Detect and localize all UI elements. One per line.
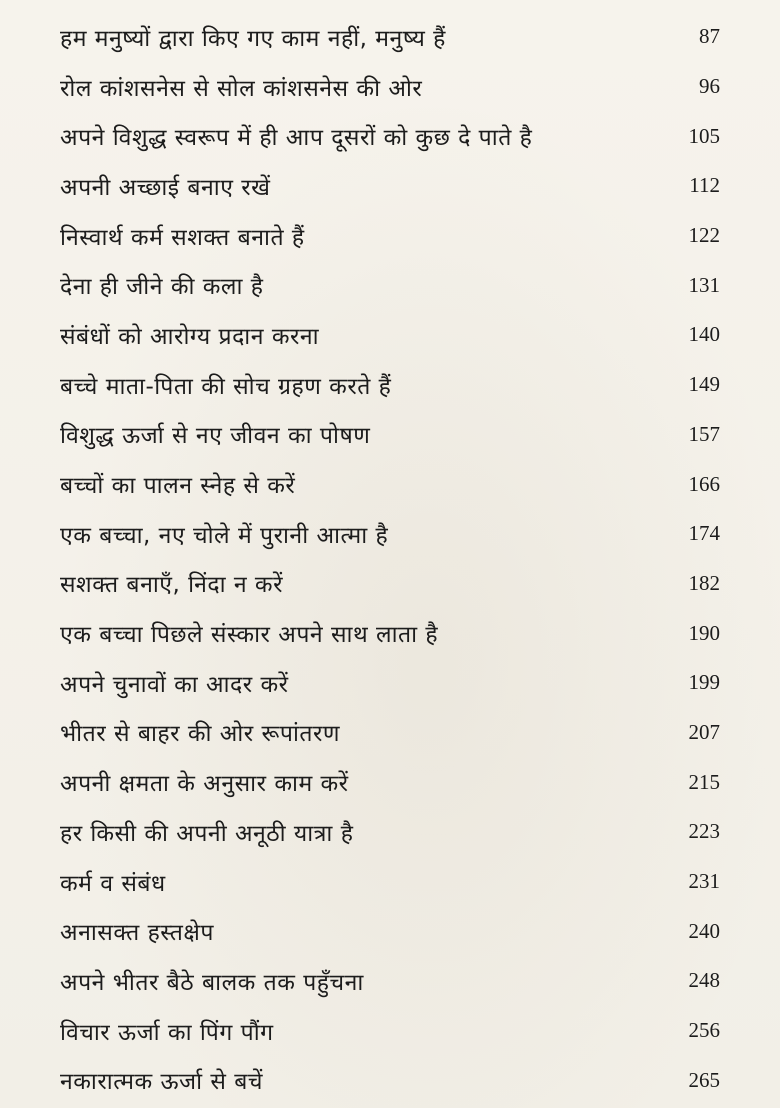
toc-entry-page: 174 xyxy=(688,521,720,546)
toc-entry-title: अपने चुनावों का आदर करें xyxy=(60,671,289,698)
toc-entry xyxy=(60,62,720,112)
toc-entry-title: हम मनुष्यों द्वारा किए गए काम नहीं, मनुष्य हैं xyxy=(60,25,446,52)
toc-entry-page: 248 xyxy=(688,968,720,993)
toc-entry xyxy=(60,161,720,211)
toc-entry-page: 207 xyxy=(688,719,720,744)
toc-entry-page: 140 xyxy=(688,322,720,347)
toc-entry-title: सशक्त बनाएँ, निंदा न करें xyxy=(60,572,283,599)
toc-entry xyxy=(60,956,720,1006)
toc-entry xyxy=(60,211,720,261)
toc-entry-page: 149 xyxy=(688,372,720,397)
toc-entry-title: भीतर से बाहर की ओर रूपांतरण xyxy=(60,721,341,748)
toc-entry-page: 182 xyxy=(688,570,720,595)
toc-entry xyxy=(60,410,720,460)
table-of-contents xyxy=(60,12,720,1105)
toc-entry-page: 166 xyxy=(688,471,720,496)
toc-entry xyxy=(60,12,720,62)
toc-entry xyxy=(60,509,720,559)
toc-entry-title: अपने भीतर बैठे बालक तक पहुँचना xyxy=(60,969,364,996)
toc-entry-page: 131 xyxy=(688,272,720,297)
toc-entry-title: एक बच्चा पिछले संस्कार अपने साथ लाता है xyxy=(60,622,439,649)
toc-entry xyxy=(60,857,720,907)
toc-entry xyxy=(60,658,720,708)
toc-entry xyxy=(60,260,720,310)
toc-entry-page: 190 xyxy=(688,620,720,645)
toc-entry xyxy=(60,757,720,807)
toc-entry-title: अपनी अच्छाई बनाए रखें xyxy=(60,174,271,201)
toc-entry xyxy=(60,807,720,857)
toc-entry-title: विशुद्ध ऊर्जा से नए जीवन का पोषण xyxy=(60,423,371,450)
toc-entry-page: 223 xyxy=(688,819,720,844)
toc-entry-title: अनासक्त हस्तक्षेप xyxy=(60,920,214,947)
toc-entry-page: 96 xyxy=(699,74,720,99)
toc-entry-page: 87 xyxy=(699,24,720,49)
toc-entry-title: एक बच्चा, नए चोले में पुरानी आत्मा है xyxy=(60,522,389,549)
toc-entry-title: रोल कांशसनेस से सोल कांशसनेस की ओर xyxy=(60,75,423,102)
toc-entry-title: नकारात्मक ऊर्जा से बचें xyxy=(60,1069,263,1096)
toc-entry-page: 122 xyxy=(688,223,720,248)
toc-entry-title: विचार ऊर्जा का पिंग पौंग xyxy=(60,1019,274,1046)
toc-entry-title: संबंधों को आरोग्य प्रदान करना xyxy=(60,323,320,350)
toc-entry-title: बच्चों का पालन स्नेह से करें xyxy=(60,473,296,500)
toc-entry xyxy=(60,310,720,360)
toc-entry-title: अपनी क्षमता के अनुसार काम करें xyxy=(60,771,349,798)
toc-entry xyxy=(60,608,720,658)
toc-entry-title: निस्वार्थ कर्म सशक्त बनाते हैं xyxy=(60,224,305,251)
toc-entry xyxy=(60,708,720,758)
toc-entry-page: 215 xyxy=(688,769,720,794)
toc-entry xyxy=(60,459,720,509)
toc-entry-page: 105 xyxy=(688,123,720,148)
toc-entry-page: 256 xyxy=(688,1018,720,1043)
toc-entry xyxy=(60,1055,720,1105)
toc-entry-page: 265 xyxy=(688,1067,720,1092)
toc-entry-title: हर किसी की अपनी अनूठी यात्रा है xyxy=(60,820,354,847)
toc-entry-title: अपने विशुद्ध स्वरूप में ही आप दूसरों को कुछ दे पाते है xyxy=(60,125,533,152)
toc-entry-page: 231 xyxy=(688,869,720,894)
toc-entry xyxy=(60,111,720,161)
toc-entry-title: देना ही जीने की कला है xyxy=(60,274,264,301)
toc-entry-title: बच्चे माता-पिता की सोच ग्रहण करते हैं xyxy=(60,373,392,400)
toc-entry xyxy=(60,906,720,956)
toc-entry xyxy=(60,1006,720,1056)
toc-entry-page: 240 xyxy=(688,918,720,943)
toc-entry-page: 199 xyxy=(688,670,720,695)
toc-entry-page: 112 xyxy=(689,173,720,198)
toc-entry-title: कर्म व संबंध xyxy=(60,870,166,897)
toc-entry xyxy=(60,559,720,609)
toc-entry-page: 157 xyxy=(688,421,720,446)
toc-entry xyxy=(60,360,720,410)
